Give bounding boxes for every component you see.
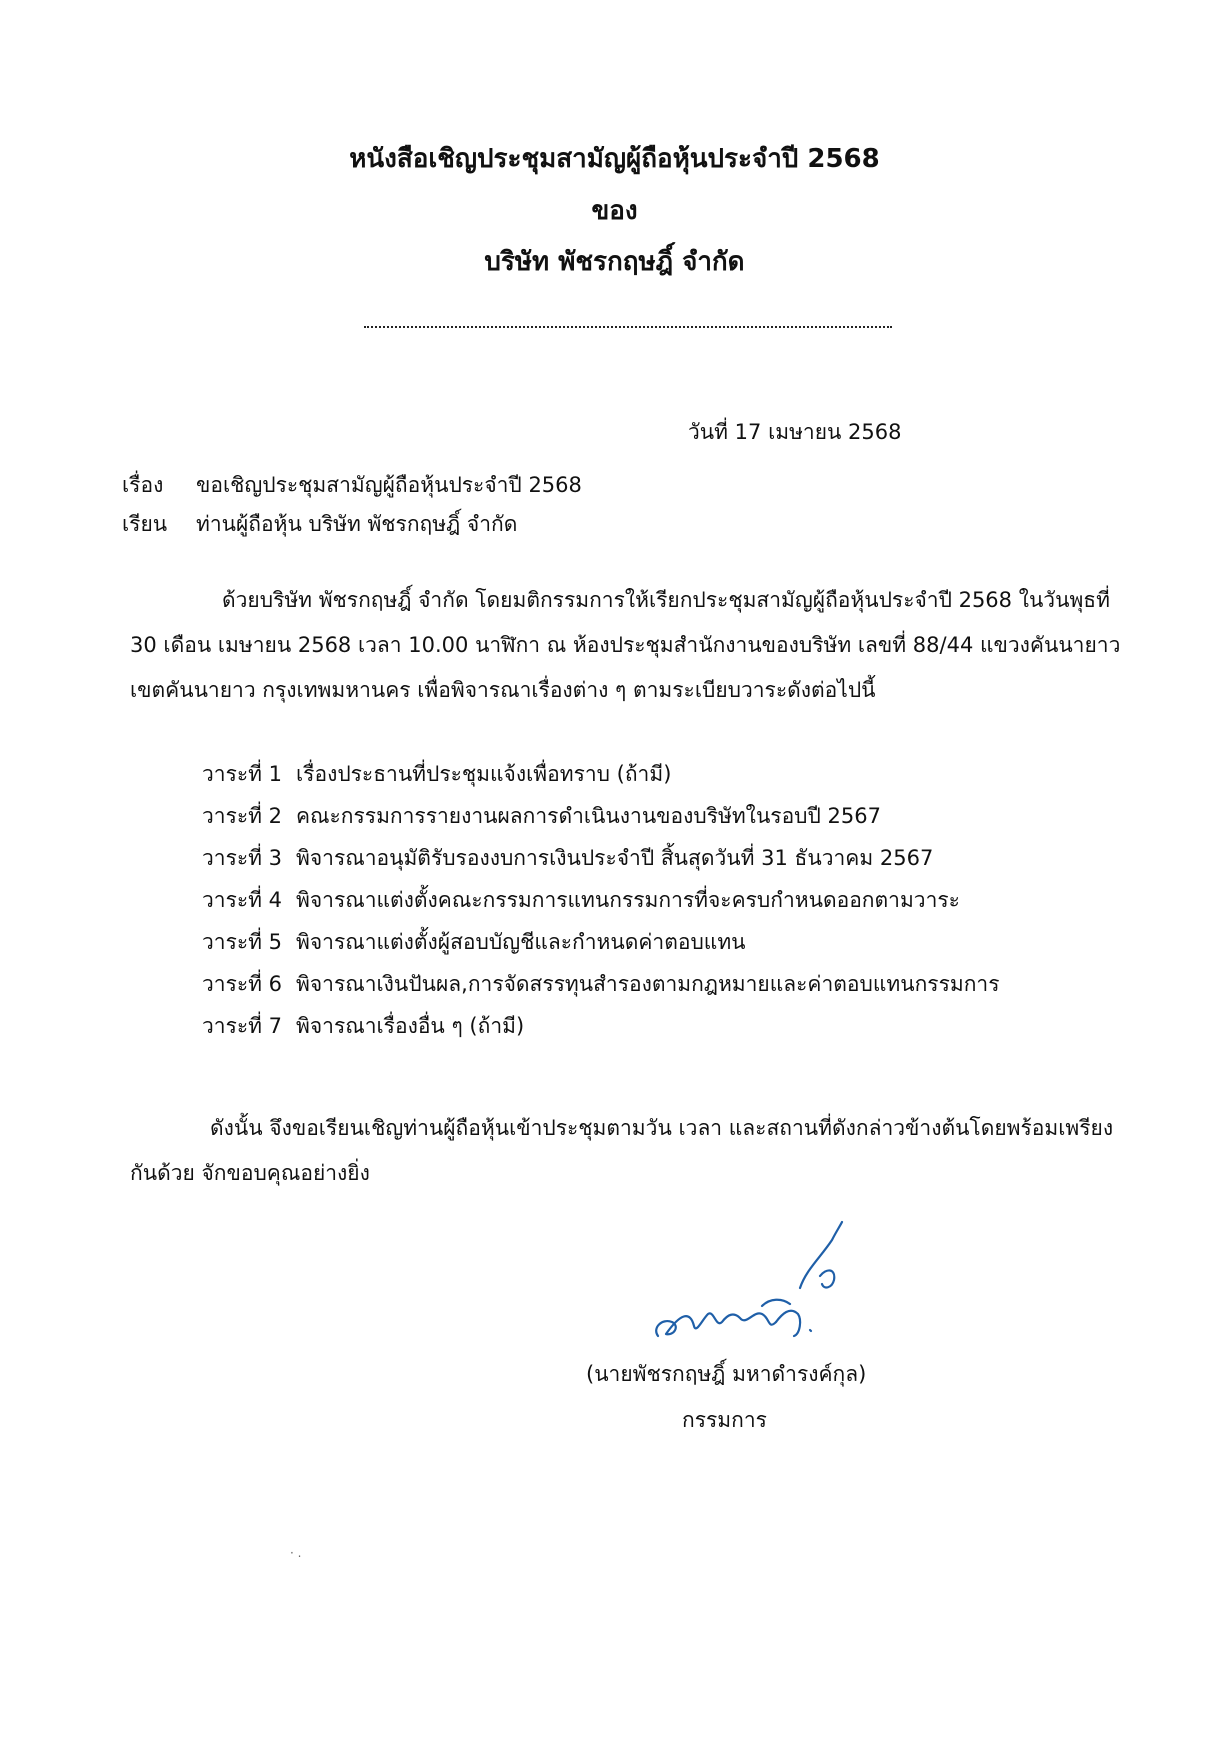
agenda-item: [202, 802, 881, 830]
agenda-item: [202, 844, 933, 872]
agenda-number: วาระที่ 4: [202, 888, 283, 912]
letter-title-of: ของ: [591, 196, 638, 226]
dotted-divider: [364, 326, 892, 328]
agenda-text: คณะกรรมการรายงานผลการดำเนินงานของบริษัทในรอบปี 2567: [296, 804, 881, 828]
agenda-item: [202, 760, 671, 788]
handwritten-signature: [650, 1218, 860, 1348]
intro-text: ด้วยบริษัท พัชรกฤษฎิ์ จำกัด โดยมติกรรมการให้เรียกประชุมสามัญผู้ถือหุ้นประจำปี 2568 ในวันพุธที่ 30 เดือน เมษายน 2568 เวลา 10.00 นาฬิกา ณ ห้องประชุมสำนักงานของบริษัท เลขที่ 88/44 แขวงคันนายาว เขตคันนายาว กรุงเทพมหานคร เพื่อพิจารณาเรื่องต่าง ๆ ตามระเบียบวาระดังต่อไปนี้: [130, 588, 1121, 702]
subject-value: ขอเชิญประชุมสามัญผู้ถือหุ้นประจำปี 2568: [196, 473, 582, 497]
agenda-number: วาระที่ 5: [202, 930, 283, 954]
agenda-number: วาระที่ 1: [202, 762, 283, 786]
agenda-text: พิจารณาแต่งตั้งคณะกรรมการแทนกรรมการที่จะครบกำหนดออกตามวาระ: [296, 888, 960, 912]
agenda-text: พิจารณาเงินปันผล,การจัดสรรทุนสำรองตามกฎหมายและค่าตอบแทนกรรมการ: [296, 972, 1000, 996]
signer-name: (นายพัชรกฤษฎิ์ มหาดำรงค์กุล): [586, 1362, 867, 1386]
closing-paragraph: [130, 1106, 1125, 1196]
company-name-heading: บริษัท พัชรกฤษฎิ์ จำกัด: [484, 247, 745, 277]
agenda-text: พิจารณาอนุมัติรับรองงบการเงินประจำปี สิ้นสุดวันที่ 31 ธันวาคม 2567: [296, 846, 934, 870]
agenda-number: วาระที่ 3: [202, 846, 283, 870]
recipient-value: ท่านผู้ถือหุ้น บริษัท พัชรกฤษฎิ์ จำกัด: [196, 512, 518, 536]
scan-speck: · .: [290, 1546, 302, 1560]
agenda-text: เรื่องประธานที่ประชุมแจ้งเพื่อทราบ (ถ้ามี): [296, 762, 672, 786]
subject-label: เรื่อง: [122, 473, 164, 497]
letter-title: หนังสือเชิญประชุมสามัญผู้ถือหุ้นประจำปี 2568: [349, 144, 880, 174]
agenda-text: พิจารณาเรื่องอื่น ๆ (ถ้ามี): [296, 1014, 525, 1038]
agenda-text: พิจารณาแต่งตั้งผู้สอบบัญชีและกำหนดค่าตอบแทน: [296, 930, 746, 954]
agenda-item: [202, 928, 746, 956]
signer-title: กรรมการ: [682, 1408, 767, 1432]
agenda-number: วาระที่ 7: [202, 1014, 283, 1038]
agenda-item: [202, 970, 999, 998]
agenda-number: วาระที่ 6: [202, 972, 283, 996]
intro-paragraph: [130, 578, 1125, 713]
recipient-label: เรียน: [122, 512, 168, 536]
agenda-item: [202, 1012, 524, 1040]
letter-date: วันที่ 17 เมษายน 2568: [688, 420, 902, 444]
closing-text: ดังนั้น จึงขอเรียนเชิญท่านผู้ถือหุ้นเข้าประชุมตามวัน เวลา และสถานที่ดังกล่าวข้างต้นโดยพร้อมเพรียงกันด้วย จักขอบคุณอย่างยิ่ง: [130, 1116, 1114, 1185]
agenda-item: [202, 886, 960, 914]
agenda-number: วาระที่ 2: [202, 804, 283, 828]
